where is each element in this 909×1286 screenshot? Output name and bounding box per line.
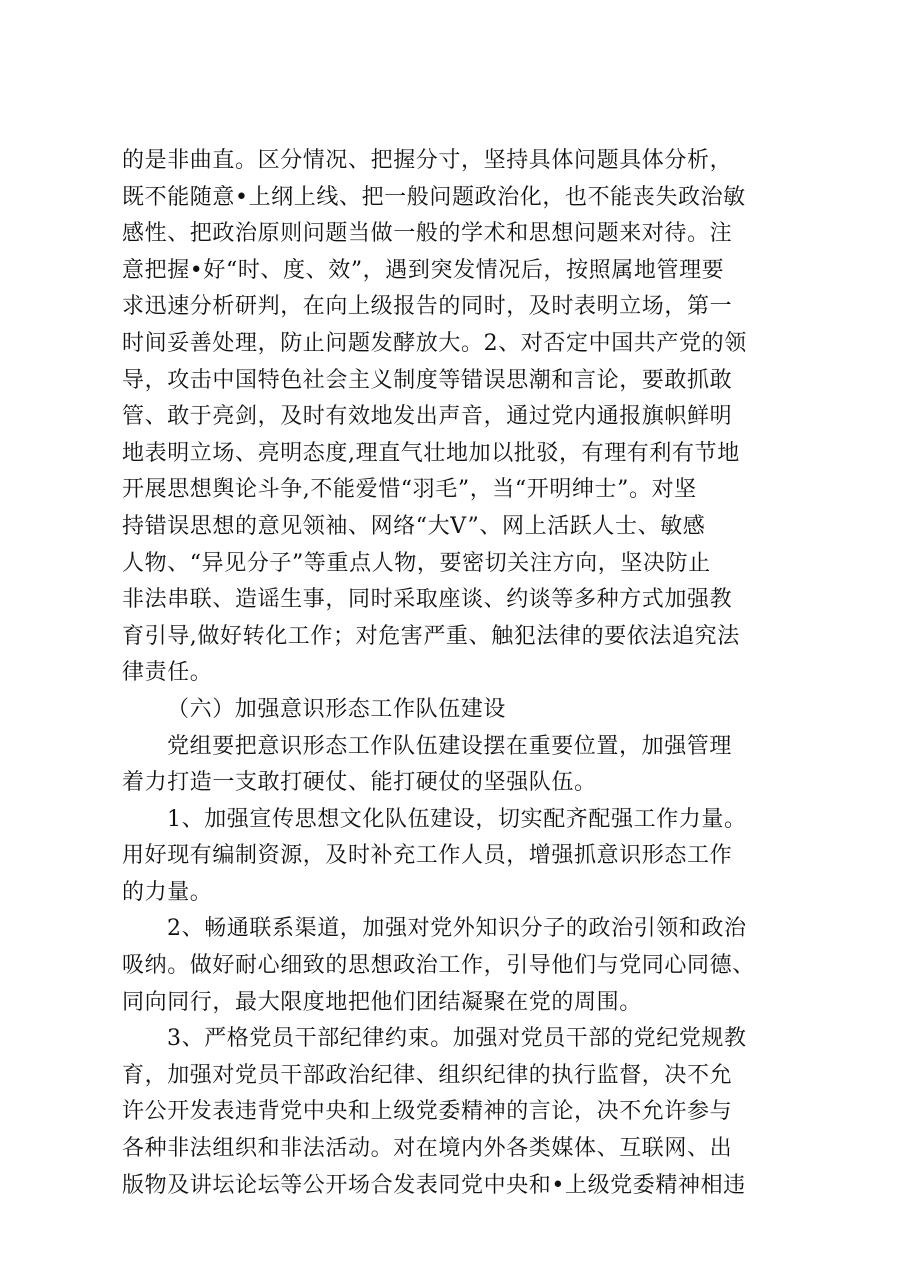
- text-line: 育引导,做好转化工作；对危害严重、触犯法律的要依法追究法: [122, 623, 740, 649]
- text-line: 人物、“异见分子”等重点人物，要密切关注方向，坚决防止: [122, 550, 711, 576]
- text-line: 许公开发表违背党中央和上级党委精神的言论，决不允许参与: [122, 1099, 733, 1125]
- text-line: 的是非曲直。区分情况、把握分寸，坚持具体问题具体分析，: [122, 148, 733, 173]
- text-line: 意把握•好“时、度、效”，遇到突发情况后，按照属地管理要: [122, 257, 725, 283]
- text-line: 同向同行，最大限度地把他们团结凝聚在党的周围。: [122, 989, 642, 1015]
- text-line: 2、畅通联系渠道，加强对党外知识分子的政治引领和政治: [167, 916, 747, 942]
- text-line: 党组要把意识形态工作队伍建设摆在重要位置，加强管理: [167, 733, 733, 759]
- text-line: 导，攻击中国特色社会主义制度等错误思潮和言论，要敢抓敢: [122, 367, 733, 393]
- text-line: 版物及讲坛论坛等公开场合发表同党中央和•上级党委精神相违: [122, 1172, 746, 1198]
- text-line: 感性、把政治原则问题当做一般的学术和思想问题来对待。注: [122, 221, 733, 247]
- text-line: 时间妥善处理，防止问题发酵放大。2、对否定中国共产党的领: [122, 330, 747, 356]
- text-line: 的力量。: [122, 879, 213, 905]
- document-body: [122, 143, 802, 1204]
- section-heading: （六）加强意识形态工作队伍建设: [167, 696, 507, 722]
- text-line: 地表明立场、亮明态度,理直气壮地加以批驳，有理有利有节地: [122, 440, 740, 466]
- text-line: 1、加强宣传思想文化队伍建设，切实配齐配强工作力量。: [167, 806, 747, 832]
- text-line: 求迅速分析研判，在向上级报告的同时，及时表明立场，第一: [122, 294, 733, 320]
- text-line: 律责任。: [122, 660, 213, 686]
- text-line: 各种非法组织和非法活动。对在境内外各类媒体、互联网、出: [122, 1136, 733, 1162]
- text-line: 既不能随意•上纲上线、把一般问题政治化，也不能丧失政治敏: [122, 184, 746, 210]
- text-line: 吸纳。做好耐心细致的思想政治工作，引导他们与党同心同德、: [122, 953, 755, 979]
- text-line: 持错误思想的意见领袖、网络“大V”、网上活跃人士、敏感: [122, 513, 706, 539]
- text-line: 开展思想舆论斗争,不能爱惜“羽毛”，当“开明绅士”。对坚: [122, 477, 697, 503]
- text-line: 非法串联、造谣生事，同时采取座谈、约谈等多种方式加强教: [122, 587, 733, 613]
- text-line: 着力打造一支敢打硬仗、能打硬仗的坚强队伍。: [122, 770, 597, 796]
- text-line: 用好现有编制资源，及时补充工作人员，增强抓意识形态工作: [122, 843, 733, 869]
- text-line: 3、严格党员干部纪律约束。加强对党员干部的党纪党规教: [167, 1026, 747, 1052]
- text-line: 育，加强对党员干部政治纪律、组织纪律的执行监督，决不允: [122, 1062, 733, 1088]
- text-line: 管、敢于亮剑，及时有效地发出声音，通过党内通报旗帜鲜明: [122, 404, 733, 430]
